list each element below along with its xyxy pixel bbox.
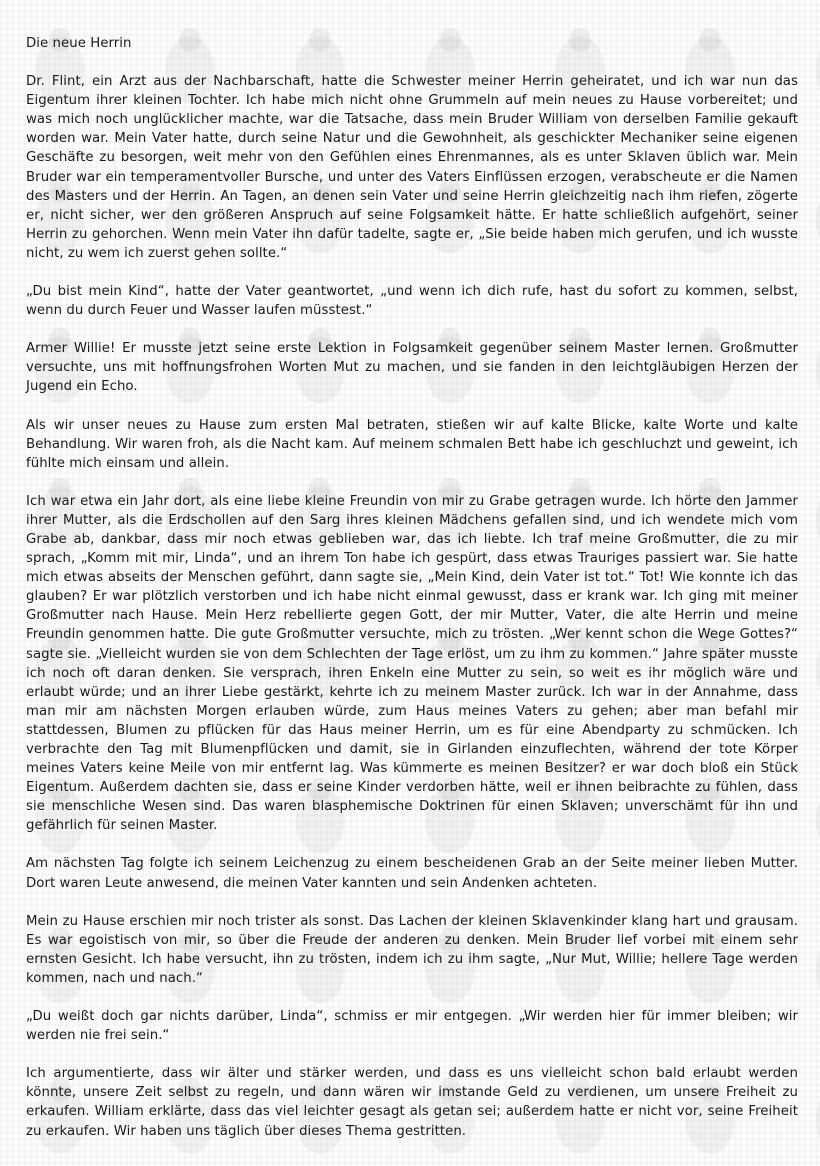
paragraph: Am nächsten Tag folgte ich seinem Leichenzug zu einem bescheidenen Grab an der Seite meiner lieben Mutter. Dort waren Leute anwesend, die meinen Vater kannten und sein Andenken achteten. [26, 856, 798, 891]
paragraph: Als wir unser neues zu Hause zum ersten Mal betraten, stießen wir auf kalte Blicke, kalte Worte und kalte Behandlung. Wir waren froh, als die Nacht kam. Auf meinem schmalen Bett habe ich geschluchzt und geweint, ich fühlte mich einsam und allein. [26, 417, 798, 471]
paragraph: Dr. Flint, ein Arzt aus der Nachbarschaft, hatte die Schwester meiner Herrin geheiratet, und ich war nun das Eigentum ihrer kleinen Tochter. Ich habe mich nicht ohne Grummeln auf mein neues zu Hause vorbereitet; und was mich noch unglücklicher machte, war die Tatsache, dass mein Bruder William von derselben Familie gekauft worden war. Mein Vater hatte, durch seine Natur und die Gewohnheit, als geschickter Mechaniker seine eigenen Geschäfte zu besorgen, weit mehr von den Gefühlen eines Ehrenmannes, als es unter Sklaven üblich war. Mein Bruder war ein temperamentvoller Bursche, und unter des Vaters Einflüssen erzogen, verabscheute er die Namen des Masters und der Herrin. An Tagen, an denen sein Vater und seine Herrin gleichzeitig nach ihm riefen, zögerte er, nicht sicher, wer den größeren Anspruch auf seine Folgsamkeit hätte. Er hatte schließlich aufgehört, seiner Herrin zu gehorchen. Wenn mein Vater ihn dafür tadelte, sagte er, „Sie beide haben mich gerufen, und ich wusste nicht, zu wem ich zuerst gehen sollte.“ [26, 74, 798, 261]
paragraph: „Du weißt doch gar nichts darüber, Linda“, schmiss er mir entgegen. „Wir werden hier für immer bleiben; wir werden nie frei sein.“ [26, 1009, 798, 1044]
document-title: Die neue Herrin [26, 36, 132, 51]
paragraph: Armer Willie! Er musste jetzt seine erste Lektion in Folgsamkeit gegenüber seinem Master lernen. Großmutter versuchte, uns mit hoffnungsfrohen Worten Mut zu machen, und sie fanden in den leichtgläubigen Herzen der Jugend ein Echo. [26, 341, 798, 395]
paragraph: Ich war etwa ein Jahr dort, als eine liebe kleine Freundin von mir zu Grabe getragen wurde. Ich hörte den Jammer ihrer Mutter, als die Erdschollen auf den Sarg ihres kleinen Mädchens gefallen sind, und ich wendete mich vom Grabe ab, dankbar, dass mir noch etwas geblieben war, das ich liebte. Ich traf meine Großmutter, die zu mir sprach, „Komm mit mir, Linda“, und an ihrem Ton habe ich gespürt, dass etwas Trauriges passiert war. Sie hatte mich etwas abseits der Menschen geführt, dann sagte sie, „Mein Kind, dein Vater ist tot.“ Tot! Wie konnte ich das glauben? Er war plötzlich verstorben und ich habe nicht einmal gewusst, dass er krank war. Ich ging mit meiner Großmutter nach Hause. Mein Herz rebellierte gegen Gott, der mir Mutter, Vater, die alte Herrin und meine Freundin genommen hatte. Die gute Großmutter versuchte, mich zu trösten. „Wer kennt schon die Wege Gottes?“ sagte sie. „Vielleicht wurden sie von dem Schlechten der Tage erlöst, um zu ihm zu kommen.“ Jahre später musste ich noch oft daran denken. Sie versprach, ihren Enkeln eine Mutter zu sein, so weit es ihr möglich wäre und erlaubt würde; und an ihrer Liebe gestärkt, kehrte ich zu meinem Master zurück. Ich war in der Annahme, dass man mir am nächsten Morgen erlauben würde, zum Haus meines Vaters zu gehen; aber man befahl mir stattdessen, Blumen zu pflücken für das Haus meiner Herrin, um es für eine Abendparty zu schmücken. Ich verbrachte den Tag mit Blumenpflücken und damit, sie in Girlanden einzuflechten, während der tote Körper meines Vaters keine Meile von mir entfernt lag. Was kümmerte es meinen Besitzer? er war doch bloß ein Stück Eigentum. Außerdem dachten sie, dass er seine Kinder verdorben hätte, weil er ihnen beibrachte zu fühlen, dass sie menschliche Wesen sind. Das waren blasphemische Doktrinen für einen Sklaven; unverschämt für ihn und gefährlich für seinen Master. [26, 493, 798, 834]
paragraph: Ich argumentierte, dass wir älter und stärker werden, und dass es uns vielleicht schon bald erlaubt werden könnte, unsere Zeit selbst zu regeln, und dann wären wir imstande Geld zu verdienen, um unsere Freiheit zu erkaufen. William erklärte, dass das viel leichter gesagt als getan sei; außerdem hatte er nicht vor, seine Freiheit zu erkaufen. Wir haben uns täglich über dieses Thema gestritten. [26, 1066, 798, 1139]
paragraph: Mein zu Hause erschien mir noch trister als sonst. Das Lachen der kleinen Sklavenkinder klang hart und grausam. Es war egoistisch von mir, so über die Freude der anderen zu denken. Mein Bruder lief vorbei mit einem sehr ernsten Gesicht. Ich habe versucht, ihn zu trösten, indem ich zu ihm sagte, „Nur Mut, Willie; hellere Tage werden kommen, nach und nach.“ [26, 913, 798, 986]
paragraph: „Du bist mein Kind“, hatte der Vater geantwortet, „und wenn ich dich rufe, hast du sofort zu kommen, selbst, wenn du durch Feuer und Wasser laufen müsstest.“ [26, 284, 798, 319]
